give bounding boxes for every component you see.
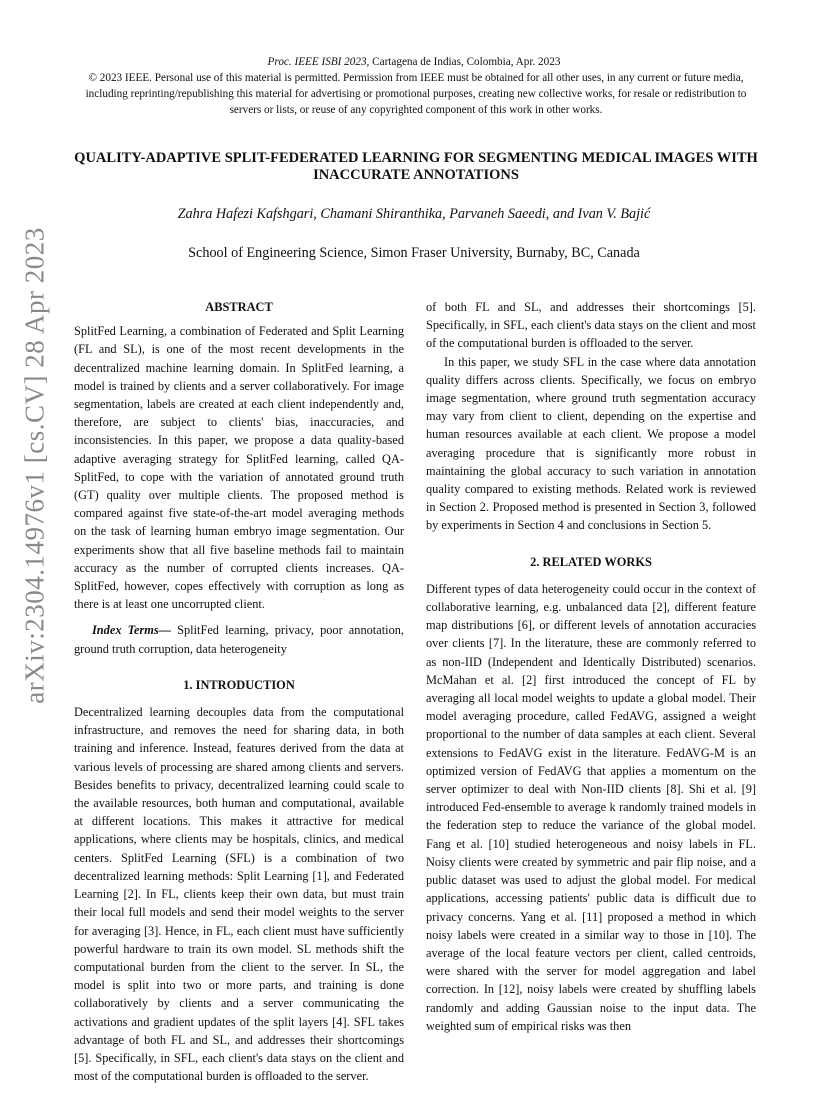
index-terms-text: SplitFed learning, privacy, poor annotation, ground truth corruption, data heterogeneity (74, 623, 404, 656)
venue-name: Proc. IEEE ISBI 2023 (267, 56, 367, 68)
venue-line (0, 56, 828, 68)
abstract-heading: ABSTRACT (205, 300, 273, 314)
abstract-text: SplitFed Learning, a combination of Federated and Split Learning (FL and SL), is one of the most recent developments in the decentralized machine learning domain. In SplitFed learning, a model is trained by clients and a server collaboratively. For image segmentation, labels are created at each client independently and, therefore, are subject to clients' bias, inaccuracies, and inconsistencies. In this paper, we propose a data quality-based adaptive averaging strategy for SplitFed learning, called QA-SplitFed, to cope with the variation of annotated ground truth (GT) quality over multiple clients. The proposed method is compared against five state-of-the-art model averaging methods on the task of learning human embryo image segmentation. Our experiments show that all five baseline methods fail to maintain accuracy as the number of corrupted clients increases. QA-SplitFed, however, copes effectively with corruption as long as there is at least one uncorrupted client. (74, 324, 404, 612)
related-works-paragraph-1: Different types of data heterogeneity could occur in the context of collaborative learning, e.g. unbalanced data [2], different feature map distributions [6], or different levels of annotation accuracies over clients [7]. In the literature, these are commonly referred to as non-IID (Independent and Identically Distributed) scenarios. McMahan et al. [2] first introduced the concept of FL by averaging all local model weights to update a global model. Their model averaging procedure, called FedAVG, assigned a weight proportional to the number of data samples at each client. Several extensions to FedAVG exist in the literature. FedAVG-M is an optimized version of FedAVG that applies a momentum on the server optimizer to deal with Non-IID clients [8]. Shi et al. [9] introduced Fed-ensemble to average k randomly trained models in the federation step to reduce the variance of the global model. Fang et al. [10] studied heterogeneous and noisy labels in FL. Noisy clients were created by symmetric and pair flip noise, and a public dataset was used to adjust the global model. For medical applications, accessing patients' public data is difficult due to privacy concerns. Yang et al. [11] proposed a method in which noisy labels were created in a similar way to those in [10]. The average of the local feature vectors per client, called centroids, were shared with the server for model aggregation and label correction. In [12], noisy labels were created by shuffling labels randomly and adding Gaussian noise to the input data. The weighted sum of empirical risks was then (426, 581, 756, 1033)
right-column (426, 298, 756, 1035)
introduction-paragraph-1: Decentralized learning decouples data from the computational infrastructure, and removes the need for sharing data, in both training and inference. Instead, features derived from the data at various levels of processing are shared among clients and servers. Besides benefits to privacy, decentralized learning could scale to the available resources, both human and computational, available at different locations. This makes it attractive for medical applications, where clients may be hospitals, clinics, and medical centers. SplitFed Learning (SFL) is a combination of two decentralized learning methods: Split Learning [1], and Federated Learning [2]. In FL, clients keep their own data, but must train their local full models and send their model weights to the server for averaging [3]. Hence, in FL, each client must have sufficiently powerful hardware to train its own model. SL methods shift the computational burden from the client to the server. In SL, the model is split into two or more parts, and training is done collaboratively by clients and a server communicating the activations and gradient updates of the split layers [4]. SFL takes advantage of both FL and SL, and addresses their shortcomings [5]. Specifically, in SFL, each client's data stays on the client and most of the computational burden is offloaded to the server. (74, 705, 404, 1084)
arxiv-identifier-stamp (15, 225, 55, 705)
left-column (74, 298, 404, 1099)
introduction-heading: 1. INTRODUCTION (183, 677, 295, 692)
arxiv-identifier-text: arXiv:2304.14976v1 [cs.CV] 28 Apr 2023 (19, 226, 50, 704)
author-list: Zahra Hafezi Kafshgari, Chamani Shiranthika, Parvaneh Saeedi, and Ivan V. Bajić (177, 206, 651, 222)
index-terms (74, 621, 404, 657)
related-works-heading: 2. RELATED WORKS (530, 554, 652, 569)
paper-title: QUALITY-ADAPTIVE SPLIT-FEDERATED LEARNING FOR SEGMENTING MEDICAL IMAGES WITH INACCURATE ANNOTATIONS (74, 150, 758, 183)
affiliation: School of Engineering Science, Simon Fraser University, Burnaby, BC, Canada (188, 245, 640, 261)
copyright-notice: © 2023 IEEE. Personal use of this material is permitted. Permission from IEEE must be obtained for all other uses, in any current or future media, including reprinting/republishing this material for advertising or promotional purposes, creating new collective works, for resale or redistribution to servers or lists, or reuse of any copyrighted component of this work in other works. (85, 72, 747, 116)
introduction-paragraph-2: In this paper, we study SFL in the case where data annotation quality differs across clients. Specifically, we focus on embryo image segmentation, where ground truth segmentation accuracy may vary from client to client, depending on the expertise and human resources available at each client. We propose a model averaging procedure that is significantly more robust in maintaining the global accuracy to such variation in annotation quality compared to existing methods. Related work is reviewed in Section 2. Proposed method is presented in Section 3, followed by experiments in Section 4 and conclusions in Section 5. (426, 354, 756, 533)
index-terms-label: Index Terms— (92, 623, 172, 638)
venue-details: , Cartagena de Indias, Colombia, Apr. 2023 (366, 56, 561, 68)
introduction-paragraph-1-continued: of both FL and SL, and addresses their shortcomings [5]. Specifically, in SFL, each client's data stays on the client and most of the computational burden is offloaded to the server. (426, 300, 756, 351)
